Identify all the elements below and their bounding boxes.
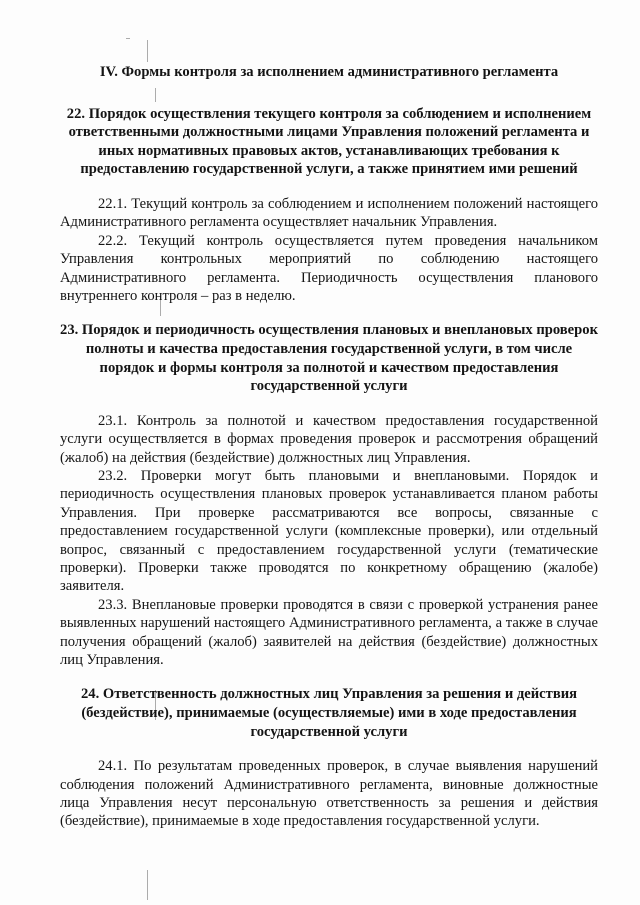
paragraph: 23.3. Внеплановые проверки проводятся в связи с проверкой устранения ранее выявленных нарушений настоящего Административного регламента, а также в случае получения обращений (жалоб) заявителей на действия (бездействие) должностных лиц Управления. [60,596,598,669]
section-heading: 22. Порядок осуществления текущего контроля за соблюдением и исполнением ответственными должностными лицами Управления положений регламента и иных нормативных правовых актов, устанавливающих требования к предоставлению государственной услуги, а также принятием ими решений [66,105,592,178]
chapter-title: IV. Формы контроля за исполнением административного регламента [99,64,559,80]
section-23 [60,321,598,669]
scan-artifact [147,870,148,900]
section-22 [60,105,598,306]
scan-artifact [126,38,130,39]
paragraph: 22.1. Текущий контроль за соблюдением и исполнением положений настоящего Административного регламента осуществляет начальник Управления. [60,195,598,231]
document-body [60,63,598,847]
scan-artifact [147,40,148,62]
section-heading: 24. Ответственность должностных лиц Управления за решения и действия (бездействие), принимаемые (осуществляемые) ими в ходе предоставления государственной услуги [80,686,578,740]
paragraph: 23.1. Контроль за полнотой и качеством предоставления государственной услуги осуществляется в формах проведения проверок и рассмотрения обращений (жалоб) на действия (бездействие) должностных лиц Управления. [60,412,598,466]
section-24 [60,685,598,830]
paragraph: 23.2. Проверки могут быть плановыми и внеплановыми. Порядок и периодичность осуществления плановых проверок устанавливается планом работы Управления. При проверке рассматриваются все вопросы, связанные с предоставлением государственной услуги (комплексные проверки), или отдельный вопрос, связанный с предоставлением государственной услуги (тематические проверки). Проверки также проводятся по конкретному обращению (жалобе) заявителя. [60,468,598,595]
section-heading: 23. Порядок и периодичность осуществления плановых и внеплановых проверок полноты и качества предоставления государственной услуги, в том числе порядок и формы контроля за полнотой и качеством предоставления государственной услуги [60,322,598,395]
paragraph: 22.2. Текущий контроль осуществляется путем проведения начальником Управления контрольных мероприятий по соблюдению настоящего Административного регламента. Периодичность осуществления планового внутреннего контроля – раз в неделю. [60,232,598,304]
paragraph: 24.1. По результатам проведенных проверок, в случае выявления нарушений соблюдения положений Административного регламента, виновные должностные лица Управления несут персональную ответственность за решения и действия (бездействие), принимаемые в ходе предоставления государственной услуги. [60,758,598,830]
